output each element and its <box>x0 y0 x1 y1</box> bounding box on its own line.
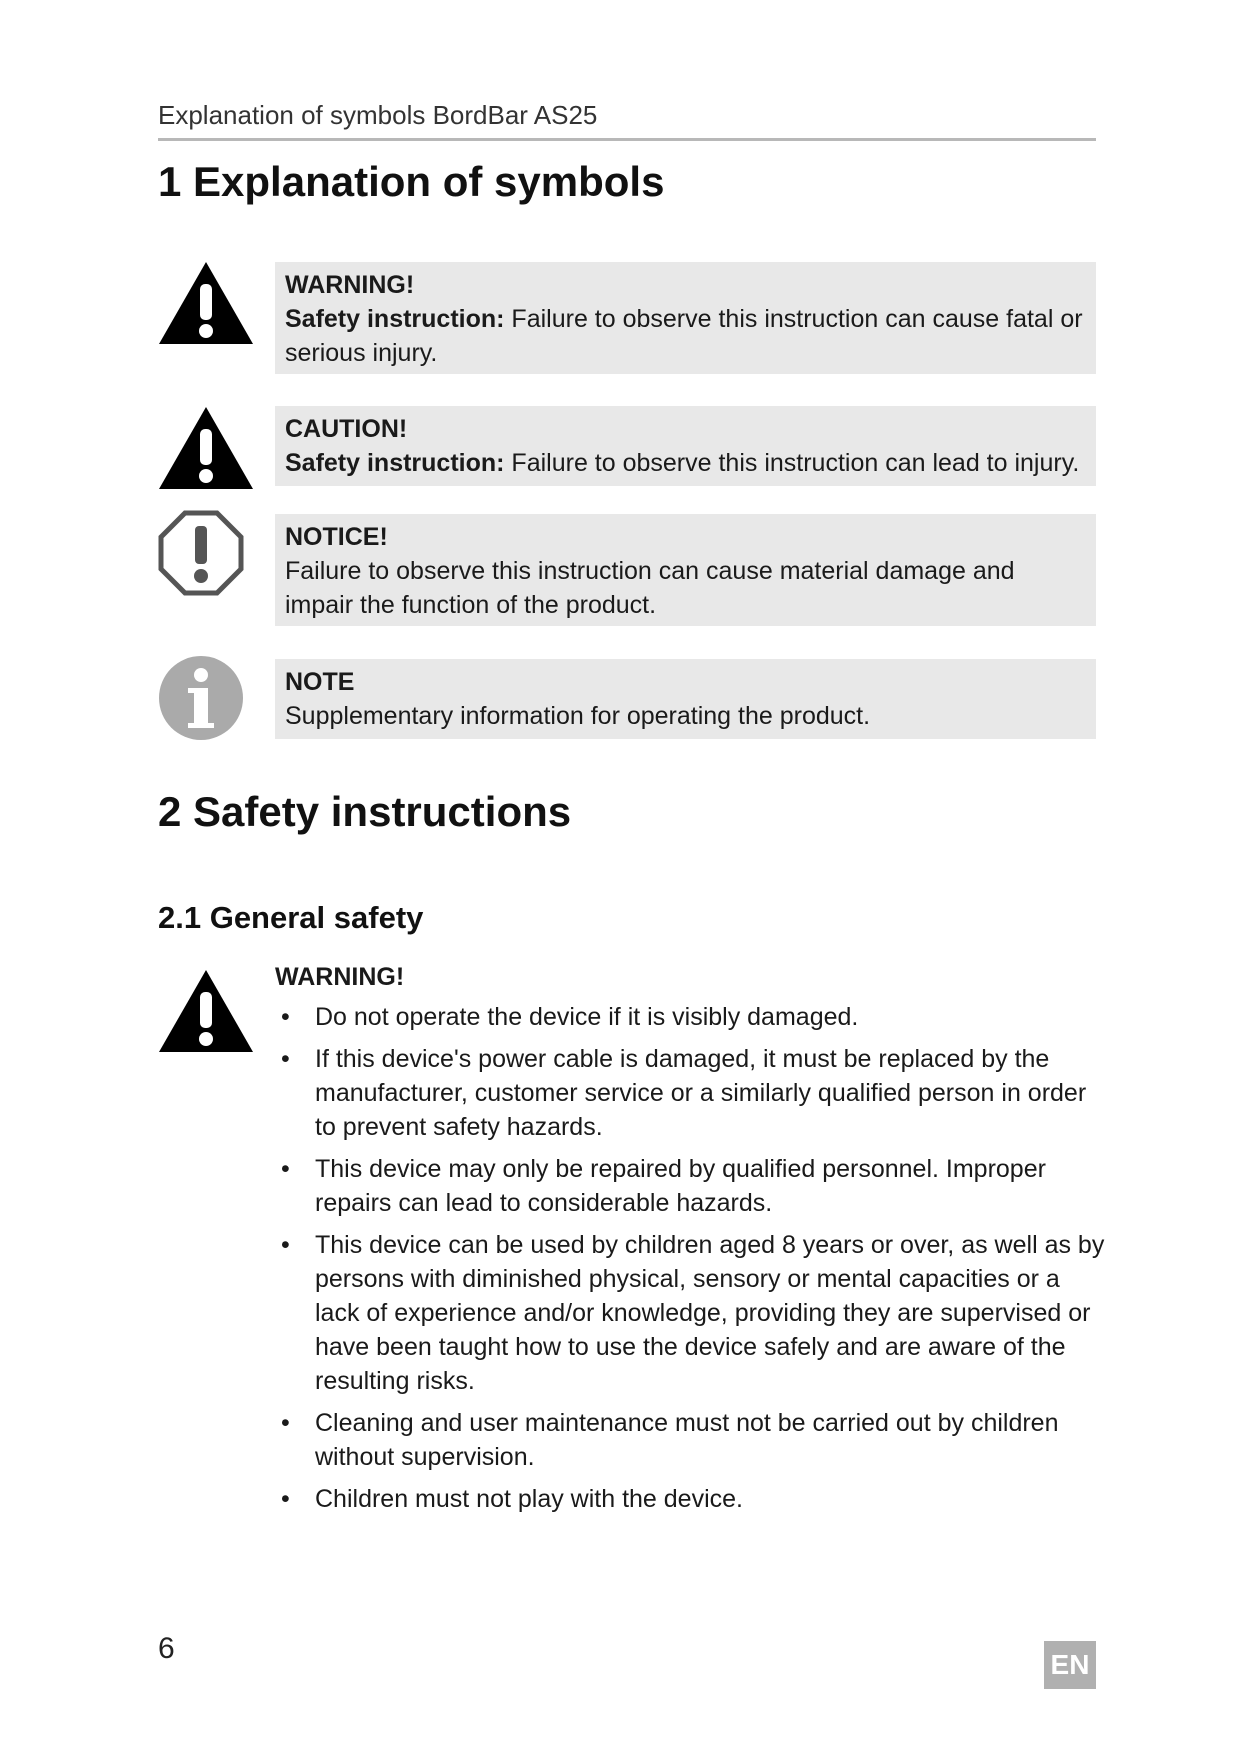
running-header: Explanation of symbols BordBar AS25 <box>158 100 598 130</box>
list-item: • Children must not play with the device. <box>275 1482 1105 1516</box>
warning-title: WARNING! <box>285 271 415 299</box>
info-circle-icon <box>158 655 244 741</box>
warning-triangle-icon <box>158 260 254 346</box>
warning-lead: Safety instruction: <box>285 305 505 333</box>
list-item: • Cleaning and user maintenance must not be carried out by children without supervision. <box>275 1406 1105 1474</box>
list-item: • Do not operate the device if it is visibly damaged. <box>275 1000 1105 1034</box>
caution-text: Failure to observe this instruction can lead to injury. <box>504 449 1080 477</box>
notice-text: Failure to observe this instruction can cause material damage and impair the function of the product. <box>285 557 1015 619</box>
bullet-mark: • <box>281 1003 290 1031</box>
general-safety-warning-title: WARNING! <box>275 963 405 991</box>
note-title: NOTE <box>285 668 355 696</box>
bullet-mark: • <box>281 1045 290 1073</box>
safety-bullet-list <box>275 1000 1105 1516</box>
caution-triangle-icon <box>158 405 254 491</box>
note-text: Supplementary information for operating the product. <box>285 702 871 730</box>
section-1-title: 1 Explanation of symbols <box>158 158 665 205</box>
subsection-2-1-title: 2.1 General safety <box>158 900 424 935</box>
bullet-mark: • <box>281 1485 290 1513</box>
notice-box <box>275 514 1096 626</box>
section-2-title: 2 Safety instructions <box>158 788 572 835</box>
list-item: • This device can be used by children aged 8 years or over, as well as by persons with diminished physical, sensory or mental capacities or a lack of experience and/or knowledge, providing they are supervised or have been taught how to use the device safely and are aware of the resulting risks. <box>275 1228 1105 1398</box>
caution-title: CAUTION! <box>285 415 408 443</box>
bullet-mark: • <box>281 1155 290 1183</box>
list-item: • If this device's power cable is damaged, it must be replaced by the manufacturer, customer service or a similarly qualified person in order to prevent safety hazards. <box>275 1042 1105 1144</box>
warning-text: Failure to observe this instruction can cause fatal or serious injury. <box>285 305 1083 367</box>
caution-box <box>275 406 1096 486</box>
note-box <box>275 659 1096 739</box>
page-number: 6 <box>158 1632 175 1665</box>
notice-octagon-icon <box>158 510 244 596</box>
bullet-mark: • <box>281 1231 290 1259</box>
list-item: • This device may only be repaired by qualified personnel. Improper repairs can lead to considerable hazards. <box>275 1152 1105 1220</box>
bullet-mark: • <box>281 1409 290 1437</box>
general-safety-warning-icon <box>158 968 254 1054</box>
header-rule <box>158 138 1096 141</box>
caution-lead: Safety instruction: <box>285 449 505 477</box>
warning-box <box>275 262 1096 374</box>
language-badge: EN <box>1044 1641 1096 1689</box>
notice-title: NOTICE! <box>285 523 388 551</box>
general-safety-warning <box>275 960 1105 1524</box>
